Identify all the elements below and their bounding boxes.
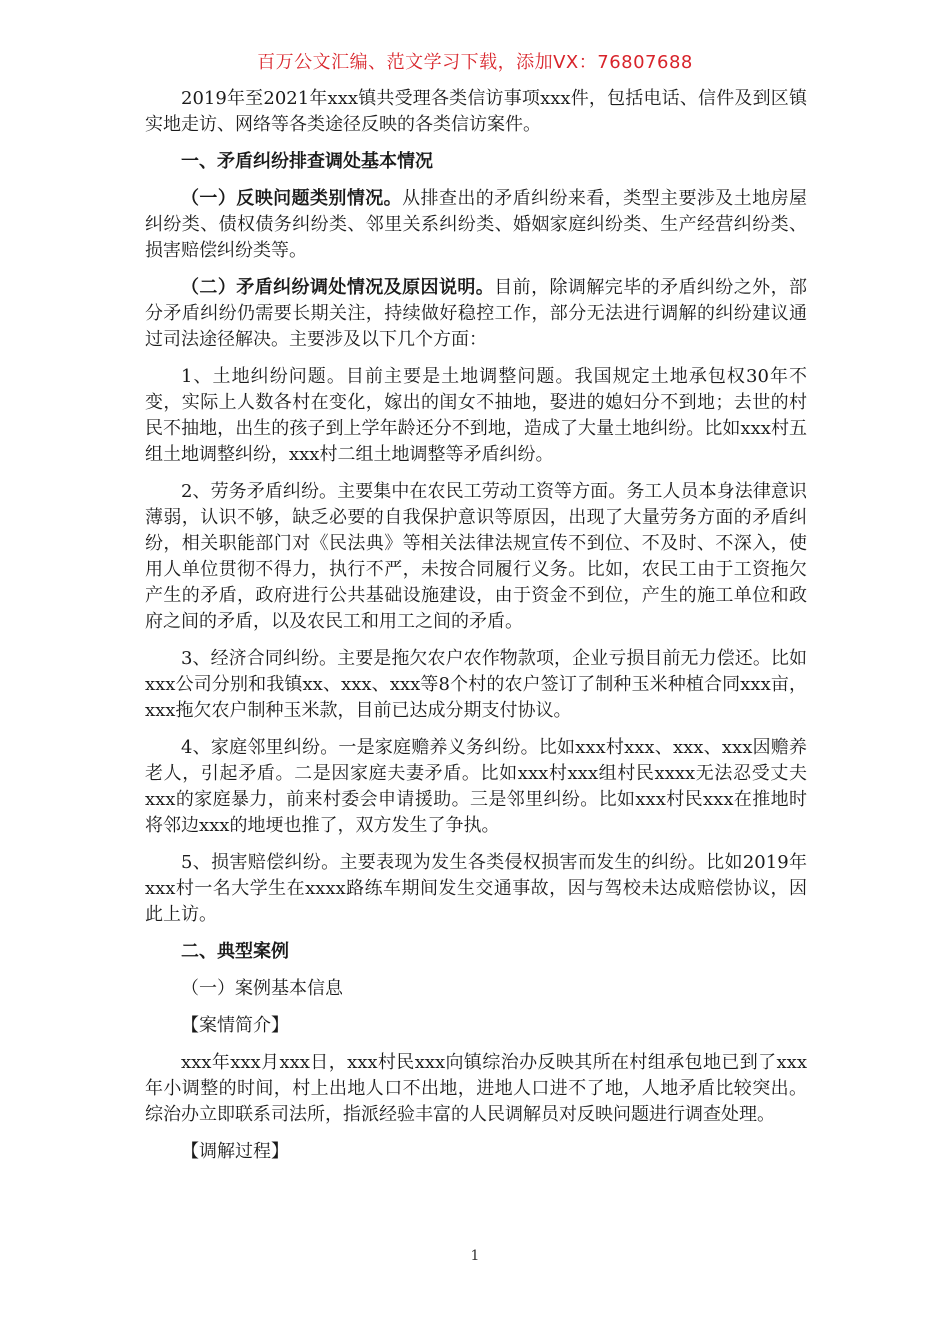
list-item: 5、损害赔偿纠纷。主要表现为发生各类侵权损害而发生的纠纷。比如2019年xxx村一名大学生在xxxx路练车期间发生交通事故，因与驾校未达成赔偿协议，因此上访。	[145, 852, 807, 925]
intro-paragraph: 2019年至2021年xxx镇共受理各类信访事项xxx件，包括电话、信件及到区镇实地走访、网络等各类途径反映的各类信访案件。	[145, 88, 807, 135]
sub1-lead: （一）反映问题类别情况。	[181, 188, 403, 209]
section1-heading: 一、矛盾纠纷排查调处基本情况	[181, 151, 433, 172]
sub2-text: 目前，除调解完毕的矛盾纠纷之外，部分矛盾纠纷仍需要长期关注，持续做好稳控工作，部分无法进行调解的纠纷建议通过司法途径解决。主要涉及以下几个方面：	[145, 277, 808, 350]
list-item: 4、家庭邻里纠纷。一是家庭赡养义务纠纷。比如xxx村xxx、xxx、xxx因赡养老人，引起矛盾。二是因家庭夫妻矛盾。比如xxx村xxx组村民xxxx无法忍受丈夫xxx的家庭暴力，前来村委会申请援助。三是邻里纠纷。比如xxx村民xxx在推地时将邻边xxx的地埂也推了，双方发生了争执。	[145, 737, 807, 836]
sub1-text: 从排查出的矛盾纠纷来看，类型主要涉及土地房屋纠纷类、债权债务纠纷类、邻里关系纠纷类、婚姻家庭纠纷类、生产经营纠纷类、损害赔偿纠纷类等。	[145, 188, 808, 261]
list-item: 1、土地纠纷问题。目前主要是土地调整问题。我国规定土地承包权30年不变，实际上人数各村在变化，嫁出的闺女不抽地，娶进的媳妇分不到地；去世的村民不抽地，出生的孩子到上学年龄还分不到地，造成了大量土地纠纷。比如xxx村五组土地调整纠纷，xxx村二组土地调整等矛盾纠纷。	[145, 366, 807, 465]
sub2-lead: （二）矛盾纠纷调处情况及原因说明。	[181, 277, 495, 298]
case-intro-text: xxx年xxx月xxx日，xxx村民xxx向镇综治办反映其所在村组承包地已到了xxx年小调整的时间，村上出地人口不出地，进地人口进不了地，人地矛盾比较突出。综治办立即联系司法所，指派经验丰富的人民调解员对反映问题进行调查处理。	[145, 1052, 807, 1125]
section1-sub2-paragraph	[145, 275, 807, 353]
section2-heading: 二、典型案例	[181, 941, 289, 962]
page-number: 1	[470, 1248, 480, 1264]
case-intro-title: 【案情简介】	[181, 1015, 289, 1036]
list-item: 3、经济合同纠纷。主要是拖欠农户农作物款项，企业亏损目前无力偿还。比如xxx公司分别和我镇xx、xxx、xxx等8个村的农户签订了制种玉米种植合同xxx亩，xxx拖欠农户制种玉米款，目前已达成分期支付协议。	[145, 648, 807, 721]
list-item: 2、劳务矛盾纠纷。主要集中在农民工劳动工资等方面。务工人员本身法律意识薄弱，认识不够，缺乏必要的自我保护意识等原因，出现了大量劳务方面的矛盾纠纷，相关职能部门对《民法典》等相关法律法规宣传不到位、不及时、不深入，使用人单位贯彻不得力，执行不严，未按合同履行义务。比如，农民工由于工资拖欠产生的矛盾，政府进行公共基础设施建设，由于资金不到位，产生的施工单位和政府之间的矛盾，以及农民工和用工之间的矛盾。	[145, 481, 807, 632]
mediation-title: 【调解过程】	[181, 1141, 289, 1162]
watermark-banner: 百万公文汇编、范文学习下载，添加VX：76807688	[257, 52, 693, 73]
section2-sub1: （一）案例基本信息	[181, 978, 343, 999]
section1-sub1-paragraph	[145, 186, 807, 264]
document-body	[145, 86, 807, 1176]
